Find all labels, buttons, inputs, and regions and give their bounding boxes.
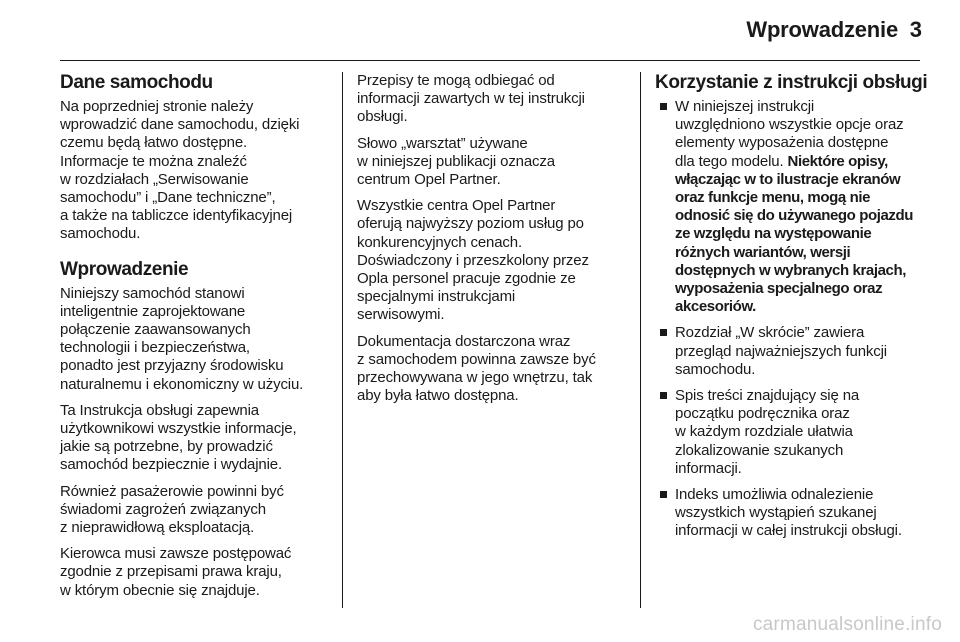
paragraph: Przepisy te mogą odbiegać od informacji zawartych w tej instrukcji obsługi. — [357, 72, 585, 126]
column-3 — [655, 72, 930, 549]
list-item-text: Indeks umożliwia odnalezienie wszystkich wystąpień szukanej informacji w całej instrukcji obsługi. — [675, 486, 902, 540]
paragraph: Niniejszy samochód stanowi inteligentnie zaprojektowane połączenie zaawansowanych technologii i bezpieczeństwa, ponadto jest przyjazny środowisku naturalnemu i ekonomiczny w użyciu. — [60, 284, 304, 393]
list-item — [655, 98, 930, 316]
paragraph: Wszystkie centra Opel Partner oferują najwyższy poziom usług po konkurencyjnych cenach. Doświadczony i przeszkolony przez Opla personel pracuje zgodnie ze specjalnymi instrukcjami serwisowymi. — [357, 197, 589, 324]
list-item — [655, 324, 930, 379]
column-divider — [342, 72, 343, 608]
heading-vehicle-data: Dane samochodu — [60, 72, 213, 93]
square-bullet-icon — [660, 392, 667, 399]
paragraph: Również pasażerowie powinni być świadomi zagrożeń związanych z nieprawidłową eksploatacją. — [60, 482, 284, 537]
paragraph: Ta Instrukcja obsługi zapewnia użytkownikowi wszystkie informacje, jakie są potrzebne, by prowadzić samochód bezpiecznie i wydajnie. — [60, 401, 297, 474]
page-number: 3 — [909, 17, 922, 42]
square-bullet-icon — [660, 491, 667, 498]
page-header — [0, 0, 960, 52]
list-item-text: Rozdział „W skrócie” zawiera przegląd najważniejszych funkcji samochodu. — [675, 324, 887, 378]
column-divider — [640, 72, 641, 608]
paragraph: Dokumentacja dostarczona wraz z samochodem powinna zawsze być przechowywana w jego wnętrzu, tak aby była łatwo dostępna. — [357, 332, 596, 405]
column-1 — [60, 72, 334, 608]
paragraph: Kierowca musi zawsze postępować zgodnie z przepisami prawa kraju, w którym obecnie się znajduje. — [60, 545, 292, 599]
page-title: Wprowadzenie — [746, 17, 898, 42]
list-item-text: W niniejszej instrukcji uwzględniono wszystkie opcje oraz elementy wyposażenia dostępne dla tego modelu. — [675, 98, 904, 170]
watermark: carmanualsonline.info — [752, 614, 942, 635]
heading-introduction: Wprowadzenie — [60, 258, 189, 280]
list-item — [655, 387, 930, 478]
list-item-text: Spis treści znajdujący się na początku podręcznika oraz w każdym rozdziale ułatwia zlokalizowanie szukanych informacji. — [675, 387, 860, 477]
paragraph: Słowo „warsztat” używane w niniejszej publikacji oznacza centrum Opel Partner. — [357, 134, 555, 189]
column-2 — [357, 72, 633, 413]
heading-using-manual: Korzystanie z instrukcji obsługi — [655, 72, 928, 93]
header-rule — [60, 60, 920, 61]
square-bullet-icon — [660, 329, 667, 336]
list-item-bold-text: Niektóre opisy, włączając w to ilustracje ekranów oraz funkcje menu, mogą nie odnosić się do używanego pojazdu ze względu na występowanie różnych wariantów, wersji dostępnych w wybranych krajach, wyposażenia specjalnego oraz akcesoriów. — [675, 152, 914, 316]
list-item — [655, 486, 930, 541]
paragraph: Na poprzedniej stronie należy wprowadzić dane samochodu, dzięki czemu będą łatwo dostępne. Informacje te można znaleźć w rozdziałach „Serwisowanie samochodu” i „Dane techniczne”, a także na tabliczce identyfikacyjnej samochodu. — [60, 98, 300, 243]
bullet-list — [655, 98, 930, 541]
square-bullet-icon — [660, 103, 667, 110]
